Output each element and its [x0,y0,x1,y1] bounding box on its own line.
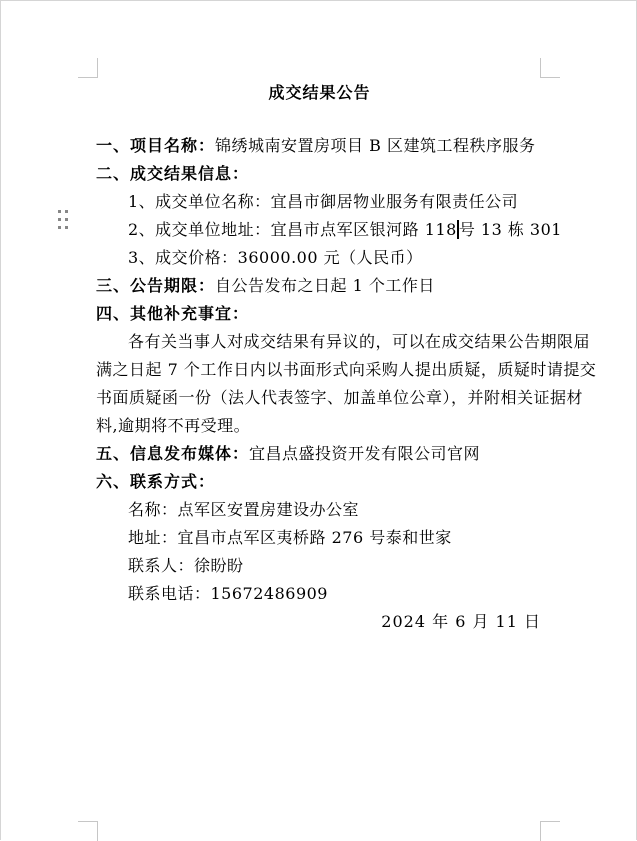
doc-line-label: 六、联系方式： [96,472,216,491]
doc-line[interactable]: 2、成交单位地址：宜昌市点军区银河路 118 号 13 栋 301 [128,220,562,239]
doc-line[interactable]: 满之日起 7 个工作日内以书面形式向采购人提出质疑，质疑时请提交 [96,360,597,379]
doc-line-label: 五、信息发布媒体： [96,444,250,463]
doc-line[interactable]: 联系电话：15672486909 [128,584,328,603]
doc-line[interactable] [96,300,541,328]
doc-line-label: 二、成交结果信息： [96,164,250,183]
document-title[interactable]: 成交结果公告 [268,83,371,102]
margin-crop-mark-bottom-left [78,821,98,841]
doc-line[interactable]: 一、项目名称：锦绣城南安置房项目 B 区建筑工程秩序服务 [96,136,536,155]
doc-line[interactable]: 联系人：徐盼盼 [128,556,244,575]
margin-crop-mark-top-right [540,58,560,78]
doc-line[interactable] [96,468,541,496]
doc-line[interactable]: 名称：点军区安置房建设办公室 [128,500,360,519]
date-line[interactable]: 2024 年 6 月 11 日 [381,612,541,631]
doc-line[interactable]: 3、成交价格：36000.00 元（人民币） [128,248,423,267]
document-body[interactable] [96,132,597,636]
doc-line-label: 一、项目名称： [96,136,216,155]
doc-line[interactable]: 三、公告期限：自公告发布之日起 1 个工作日 [96,276,435,295]
margin-crop-mark-bottom-right [540,821,560,841]
doc-line[interactable] [96,160,541,188]
doc-line-label: 四、其他补充事宜： [96,304,250,323]
doc-line[interactable]: 五、信息发布媒体：宜昌点盛投资开发有限公司官网 [96,444,481,463]
doc-line[interactable]: 书面质疑函一份（法人代表签字、加盖单位公章），并附相关证据材 [96,388,584,407]
margin-crop-mark-top-left [78,58,98,78]
drag-handle-icon[interactable] [58,210,68,229]
doc-line[interactable]: 各有关当事人对成交结果有异议的，可以在成交结果公告期限届 [128,332,591,351]
text-cursor-icon [457,220,459,239]
doc-line[interactable]: 地址：宜昌市点军区夷桥路 276 号泰和世家 [128,528,452,547]
doc-line-label: 三、公告期限： [96,276,216,295]
doc-line[interactable]: 料,逾期将不再受理。 [96,416,251,435]
doc-line[interactable]: 1、成交单位名称：宜昌市御居物业服务有限责任公司 [128,192,519,211]
